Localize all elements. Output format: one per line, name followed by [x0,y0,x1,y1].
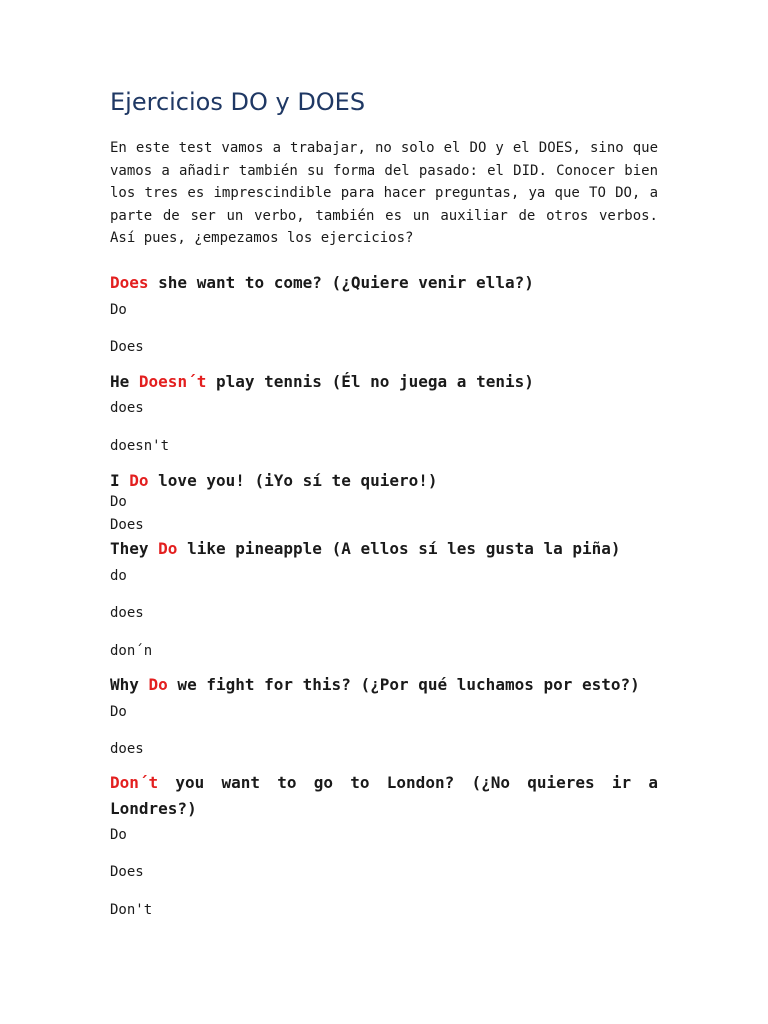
question-3-option-1[interactable]: Do [110,494,127,510]
question-4-text: like pineapple (A ellos sí les gusta la piña) [177,539,621,558]
question-5-answer: Do [148,675,168,694]
question-4-answer: Do [158,539,178,558]
question-3-text: love you! (iYo sí te quiero!) [148,471,438,490]
question-4-option-1[interactable]: do [110,568,127,584]
question-2-answer: Doesn´t [138,372,207,391]
question-2-text: play tennis (Él no juega a tenis) [206,372,534,391]
question-4-option-3[interactable]: don´n [110,643,153,659]
question-1-text: she want to come? (¿Quiere venir ella?) [148,273,534,292]
question-5-pre: Why [110,675,149,694]
question-6 [110,770,658,822]
question-6-answer: Don´t [110,773,159,792]
question-1-option-2[interactable]: Does [110,339,144,355]
question-2-pre: He [110,372,139,391]
question-6-text: you want to go to London? (¿No quieres ir a Londres?) [110,773,658,818]
question-5-option-2[interactable]: does [110,741,144,757]
question-1-option-1[interactable]: Do [110,302,127,318]
question-4-pre: They [110,539,159,558]
question-6-option-1[interactable]: Do [110,827,127,843]
page-title: Ejercicios DO y DOES [110,88,366,116]
question-3-option-2[interactable]: Does [110,517,144,533]
question-1-answer: Does [110,273,149,292]
question-3 [110,468,658,494]
question-1 [110,270,658,296]
question-5 [110,672,658,698]
question-4-option-2[interactable]: does [110,605,144,621]
question-2-option-1[interactable]: does [110,400,144,416]
question-5-option-1[interactable]: Do [110,704,127,720]
question-2 [110,369,658,395]
question-5-text: we fight for this? (¿Por qué luchamos por esto?) [167,675,640,694]
question-6-option-3[interactable]: Don't [110,902,153,918]
question-3-pre: I [110,471,130,490]
intro-paragraph: En este test vamos a trabajar, no solo el DO y el DOES, sino que vamos a añadir también su forma del pasado: el DID. Conocer bien los tres es imprescindible para hacer preguntas, ya que TO DO, a parte de ser un verbo, también es un auxiliar de otros verbos. Así pues, ¿empezamos los ejercicios? [110,140,658,246]
question-3-answer: Do [129,471,149,490]
question-2-option-2[interactable]: doesn't [110,438,170,454]
question-6-option-2[interactable]: Does [110,864,144,880]
question-4 [110,536,658,562]
